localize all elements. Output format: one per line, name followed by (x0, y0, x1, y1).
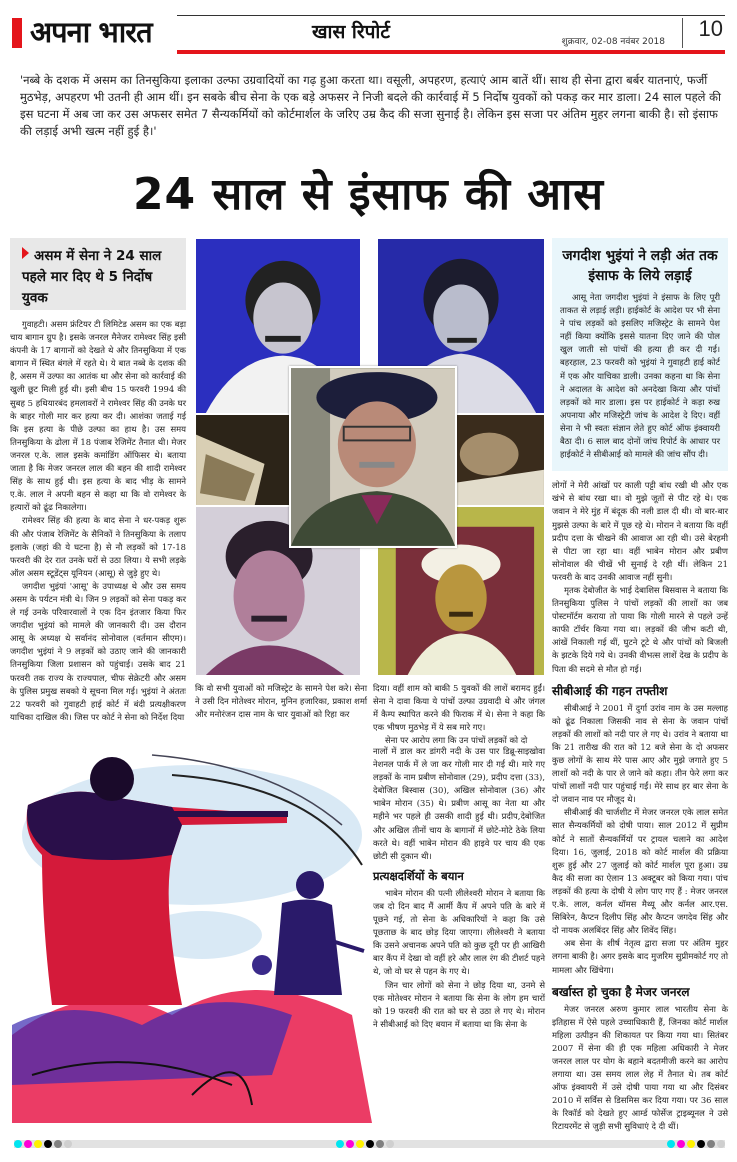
registration-dot-icon (336, 1140, 344, 1148)
triangle-bullet-icon (22, 247, 29, 259)
registration-marks-left (14, 1140, 72, 1148)
middle-body (373, 682, 545, 747)
page-number: 10 (698, 16, 723, 41)
registration-marks-center (336, 1140, 394, 1148)
dismissed-section-title: बर्खास्त हो चुका है मेजर जनरल (552, 984, 690, 999)
logo-accent-bar (12, 18, 22, 48)
registration-dot-icon (667, 1140, 675, 1148)
registration-dot-icon (366, 1140, 374, 1148)
registration-dot-icon (346, 1140, 354, 1148)
masthead-rule-red (177, 50, 725, 54)
lower-middle-body (373, 745, 545, 863)
registration-dot-icon (54, 1140, 62, 1148)
article-paragraph: सेना पर आरोप लगा कि उन पांचों लड़कों को दो (385, 735, 528, 746)
article-paragraph: सीबीआई ने 2001 में दुर्गा उरांव नाम के उस मल्लाह को ढूंढ निकाला जिसकी नाव से सेना के जवान पांचों लड़कों की लाशों को नदी पार ले गए थे। उरांव ने बताया था कि 21 तारीख की रात को 12 बजे सेना के दो अफसर कुछ लोगों के साथ मेरे पास आए और मुझे जगाते हुए 5 लाशों को नदी के पार ले जाने को कहा। तीन फेरे लगा कर पांचों लाशों नदी पार पहुंचाई गईं। मेरे साथ हर बार सेना के दो जवान नाव पर मौजूद थे। (552, 702, 728, 805)
registration-dot-icon (24, 1140, 32, 1148)
registration-dot-icon (687, 1140, 695, 1148)
cbi-section-body (552, 702, 728, 977)
registration-dot-icon (386, 1140, 394, 1148)
registration-dot-icon (376, 1140, 384, 1148)
soldier-illustration (12, 745, 372, 1123)
body-photo (449, 414, 545, 506)
right-column-body (552, 479, 728, 675)
article-paragraph: जिन चार लोगों को सेना ने छोड़ दिया था, उनमे से एक मोतेश्वर मोरान ने बताया कि सेना के लोग हम चारों को 19 फरवरी की रात को घर से उठा ले गए थे। मोरान ने सीबीआई को दिए बयान में बताया था कि सेना के (373, 979, 545, 1029)
cbi-section-title: सीबीआई की गहन तफ्तीश (552, 683, 668, 698)
middle-column-a (195, 682, 367, 721)
registration-dot-icon (34, 1140, 42, 1148)
sidebar-box-title: जगदीश भुइंयां ने लड़ी अंत तक इंसाफ के लिये लड़ाई (562, 248, 718, 284)
article-paragraph: सीबीआई की चार्जशीट में मेजर जनरल एके लाल समेत सात सैन्यकर्मियों को दोषी पाया। साल 2012 में सुप्रीम कोर्ट ने सातों सैन्यकर्मियों पर ट्रायल चलाने का आदेश दिया। 16, जुलाई, 2018 को कोर्ट मार्शल की प्रक्रिया शुरू हुई और 27 जुलाई को कोर्ट मार्शल पूरा हुआ। उम्र कैद की सजा का ऐलान 13 अक्टूबर को किया गया। पांच लड़कों की हत्या के दोषी ये लोग पाए गए हैं : मेजर जनरल ए.के. लाल, कर्नल थॉमस मैथ्यू और कर्नल आर.एस. सिबिरेन, कैप्टन दिलीप सिंह और कैप्टन जगदेव सिंह और दो नायक अलबिंदर सिंह और शिवेंद सिंह। (552, 807, 728, 936)
article-paragraph: दिया। वहीं शाम को बाकी 5 युवकों की लाशें बरामद हुईं। सेना ने दावा किया ये पांचों उल्फा उग्रवादी थे और जंगल में कैम्प स्थापित करने की फिराक में थे। सेना ने कहा कि एक भीषण मुठभेड़ में ये सब मारे गए। (373, 683, 545, 733)
archive-photo (195, 414, 291, 506)
section-title: खास रिपोर्ट (312, 21, 390, 43)
eyewitness-body (373, 887, 545, 1031)
article-paragraph: जगदीश भुइंयां 'आसू' के उपाध्यक्ष थे और उस समय असम के पर्यटन मंत्री थे। जिन 9 लड़कों को सेना पकड़ कर ले गई उनके परिवारवालों ने एक दिन इंतजार किया फिर जगदीश भुइंयां को मामले की जानकारी दी। उस दौरान आसू के अध्यक्ष थे सर्वानंद सोनोवाल (वर्तमान सीएम)। जगदीश भुइंयां ने 9 लड़कों को उठाए जाने की जानकारी तिनसुकिया जिला प्रशासन को पहुंचाई। उसके बाद 21 फरवरी तक राज्य के राज्यपाल, चीफ सेक्रेटरी और असम के पुलिस प्रमुख सबको ये सूचना मिल गई। भुइंयां ने अंततः 22 फरवरी को गुवाहटी हाई कोर्ट में बंदी प्रत्यक्षीकरण याचिका दाखिल की। जिस पर कोर्ट ने सेना को निर्देश दिया (10, 580, 186, 722)
right-column (552, 238, 728, 1134)
sidebar-box-text (560, 291, 720, 461)
registration-dot-icon (697, 1140, 705, 1148)
article-paragraph: मेजर जनरल अरुण कुमार लाल भारतीय सेना के इतिहास में ऐसे पहले उच्चाधिकारी हैं, जिनका कोर्ट मार्शल महिला उत्पीड़न की शिकायत पर किया गया था। सितंबर 2007 में सेना की ही एक महिला अधिकारी ने मेजर जनरल लाल पर योग के बहाने बदतमीजी करने का आरोप लगाया था। उस समय लाल लेह में तैनात थे। तब कोर्ट ऑफ इंक्वायरी में उसे दोषी पाया गया था और दिसंबर 2010 में सर्विस से डिसमिस कर दिया गया। पर 36 साल के रिकॉर्ड को देखते हुए आर्म्ड फोर्सेज ट्राइब्यूनल ने उसे रिटायरमेंट से जुड़ी सभी सुविधाएं दे दी थीं। (552, 1003, 728, 1132)
article-paragraph: अब सेना के शीर्ष नेतृत्व द्वारा सजा पर अंतिम मुहर लगना बाकी है। अगर इसके बाद मुजरिम सुप्रीमकोर्ट गए तो मामला और खिंचेगा। (552, 938, 728, 975)
newspaper-logo: अपना भारत (30, 15, 152, 49)
registration-dot-icon (44, 1140, 52, 1148)
article-paragraph: भाबेन मोरान की पत्नी लीलेश्वरी मोरान ने बताया कि जब दो दिन बाद मैं आर्मी कैंप में अपने पति के बारे में पूछने गई, तो सेना के अधिकारियों ने कहा कि उसे पूछताछ के बाद छोड़ दिया जाएगा। लीलेश्वरी ने बताया कि उसने अचानक अपने पति को कुछ दूरी पर ही आखिरी बार कैंप में देखा वो वहीं हरे और लाल रंग की टीशर्ट पहने थे, जो वो घर से पहन के गए थे। (373, 887, 545, 977)
registration-dot-icon (677, 1140, 685, 1148)
registration-dot-icon (717, 1140, 725, 1148)
masthead-divider (682, 18, 683, 48)
registration-marks-right (667, 1140, 725, 1148)
article-paragraph: गुवाहटी। असम फ्रंटियर टी लिमिटेड असम का एक बड़ा चाय बागान ग्रुप है। इसके जनरल मैनेजर रामेश्वर सिंह इसी कंपनी के 17 बागानों को देखते थे और तिनसुकिया में एक बागान में स्थित बंगले में रहते थे। ये बात नब्बे के दशक की है, असम में उल्फा का आतंक था और सेना को कार्रवाई की खुली छूट मिली हुई थी। इसी बीच 15 फरवरी 1994 की सुबह 5 हथियारबंद हमलावरों ने रामेश्वर सिंह की उनके घर के बाहर गोली मार कर हत्या कर दी। आशंका जताई गई कि इस हत्या के पीछे उल्फा का हाथ है। उस समय तिनसुकिया के ढोला में 18 पंजाब रेजिमेंट तैनात थी। मेजर जनरल ए.के. लाल इसके कमांडिंग ऑफिसर थे। बताया जाता है कि मेजर जनरल लाल की बहन की शादी रामेश्वर सिंह के साथ हुई थी। इस हत्या के बाद भीड़ के सामने ए.के. लाल ने अपनी बहन से कहा था कि वो रामेश्वर के हत्यारों को ढूंढ निकालेगा। (10, 319, 186, 513)
article-paragraph: रामेश्वर सिंह की हत्या के बाद सेना ने धर-पकड़ शुरू की और पंजाब रेजिमेंट के सैनिकों ने तिनसुकिया के तलाप इलाके (जहां की ये घटना है) से नौ लड़कों को 17-18 फरवरी की देर रात उनके घरों से उठा लिया। ये सभी लड़के ऑल असम स्टूडेंट्स यूनियन (आसू) से जुड़े हुए थे। (10, 515, 186, 578)
left-article-body (10, 318, 186, 724)
masthead-rule-top (177, 15, 725, 16)
dismissed-section-body (552, 1003, 728, 1134)
lower-middle-column (373, 745, 545, 1031)
registration-dot-icon (64, 1140, 72, 1148)
registration-dot-icon (707, 1140, 715, 1148)
subhead-text: असम में सेना ने 24 साल पहले मार दिए थे 5 निर्दोष युवक (22, 248, 162, 306)
intro-quote: 'नब्बे के दशक में असम का तिनसुकिया इलाका उल्फा उग्रवादियों का गढ़ हुआ करता था। वसूली, अपहरण, हत्याएं आम बातें थीं। साथ ही सेना द्वारा बर्बर यातनाएं, फर्जी मुठभेड़, अपहरण भी उतनी ही आम थीं। इन सबके बीच सेना के एक बड़े अफसर ने निजी बदले की कार्रवाई में 5 निर्दोष युवकों को पकड़ कर मार डाला। 24 साल पहले की इस घटना में अब जा कर उस अफसर समेत 7 सैन्यकर्मियों को कोर्टमार्शल के जरिए उम्र कैद की सजा सुनाई है। लेकिन इस सजा पर अंतिम मुहर लगना बाकी है। सो इंसाफ की लड़ाई अभी खत्म नहीं हुई है।' (20, 73, 721, 138)
page-headline: 24 साल से इंसाफ की आस (132, 169, 605, 220)
registration-dot-icon (14, 1140, 22, 1148)
major-general-photo (289, 366, 457, 548)
masthead (12, 12, 725, 52)
registration-dot-icon (356, 1140, 364, 1148)
article-paragraph: कि वो सभी युवाओं को मजिस्ट्रेट के सामने पेश करे। सेना ने उसी दिन मोतेश्वर मोरान, मुनिन हजारिका, प्रकाश शर्मा और मनोरंजन दास नाम के चार युवाओं को रिहा कर (195, 683, 367, 720)
sidebar-box (552, 238, 728, 471)
middle-column-b (373, 682, 545, 747)
subhead-box (10, 238, 186, 310)
article-paragraph: आसू नेता जगदीश भुइंयां ने इंसाफ के लिए पूरी ताकत से लड़ाई लड़ी। हाईकोर्ट के आदेश पर भी सेना ने पांच लड़कों को इसलिए मजिस्ट्रेट के सामने पेश नहीं किया क्योंकि इससे यातना दिए जाने की पोल खुल जाती सो पांचों की हत्या ही कर दी गई। बहरहाल, 23 फरवरी को भुइंयां ने गुवाहटी हाई कोर्ट में एक और याचिका डाली। उनका कहना था कि सेना ने अदालत के आदेश को अनदेखा किया और पांचों लड़कों को मार डाला। इस पर हाईकोर्ट ने कड़ा रुख अपनाया और मजिस्ट्रेटी जांच के आदेश दे दिए। वहीं सेना ने भी स्वतः संज्ञान लेते हुए कोर्ट ऑफ इंक्वायरी बैठा दी। 6 साल बाद दोनों जांच रिपोर्ट के आधार पर हाईकोर्ट ने सीबीआई को मामले की जांच सौंप दी। (560, 292, 720, 460)
left-column (10, 238, 186, 724)
article-paragraph: नालों में डाल कर डांगरी नदी के उस पार डिब्रू-साइखोवा नेशनल पार्क में ले जा कर गोली मार दी गई थी। मारे गए लड़कों के नाम प्रबीण सोनोवाल (29), प्रदीप दत्ता (33), देबोजित बिस्वास (30), अखिल सोनोवाल (36) और भाबेन मोरान (35) थे। प्रबीण आसू का नेता था और महीने भर पहले ही उसकी शादी हुई थी। प्रदीप,देबोजित और अखिल तीनों चाय के बागानों में छोटे-मोटे ठेके लिया करते थे। वहीं भाबेन मोरान की हाइवे पर चाय की एक छोटी सी दुकान थी। (373, 746, 545, 861)
print-registration-bar (14, 1140, 725, 1148)
article-paragraph: लोगों ने मेरी आंखों पर काली पट्टी बांध रखी थी और एक खंभे से बांध रखा था। वो मुझे जूतों से पीट रहे थे। एक जवान ने मेरे मुंह में बंदूक की नली डाल दी थी। वो बार-बार मुझसे उल्फा के बारे में पूछ रहे थे। मोरान ने बताया कि वहीं प्रदीप दत्ता के चीखने की आवाज आ रही थी। उसे बेरहमी से पीटा जा रहा था। वहीं भाबेन मोरान और प्रबीण सोनोवाल की चीखें भी सुनाई दे रही थीं। लेकिन 21 फरवरी के बाद उनकी आवाज नहीं सुनी। (552, 480, 728, 582)
eyewitness-section-title: प्रत्यक्षदर्शियों के बयान (373, 868, 464, 883)
issue-date: शुक्रवार, 02-08 नवंबर 2018 (561, 37, 665, 47)
photo-collage (195, 238, 545, 676)
article-paragraph: मृतक देबोजीत के भाई देबाशिस बिसवास ने बताया कि तिनसुकिया पुलिस ने पांचों लड़कों की लाशों का जब पोस्टमॉर्टम कराया तो पाया कि गोली मारने से पहले उन्हें काफी टॉर्चर किया गया था। लड़कों की जीभ कटी थी, आंखें निकाली गई थीं, घुटने टूटे थे और पांचों को बिजली के झटके दिये गये थे। उनकी वीभत्स लाशें देख के प्रदीप के पिता की सदमे से मौत हो गई। (552, 584, 728, 674)
